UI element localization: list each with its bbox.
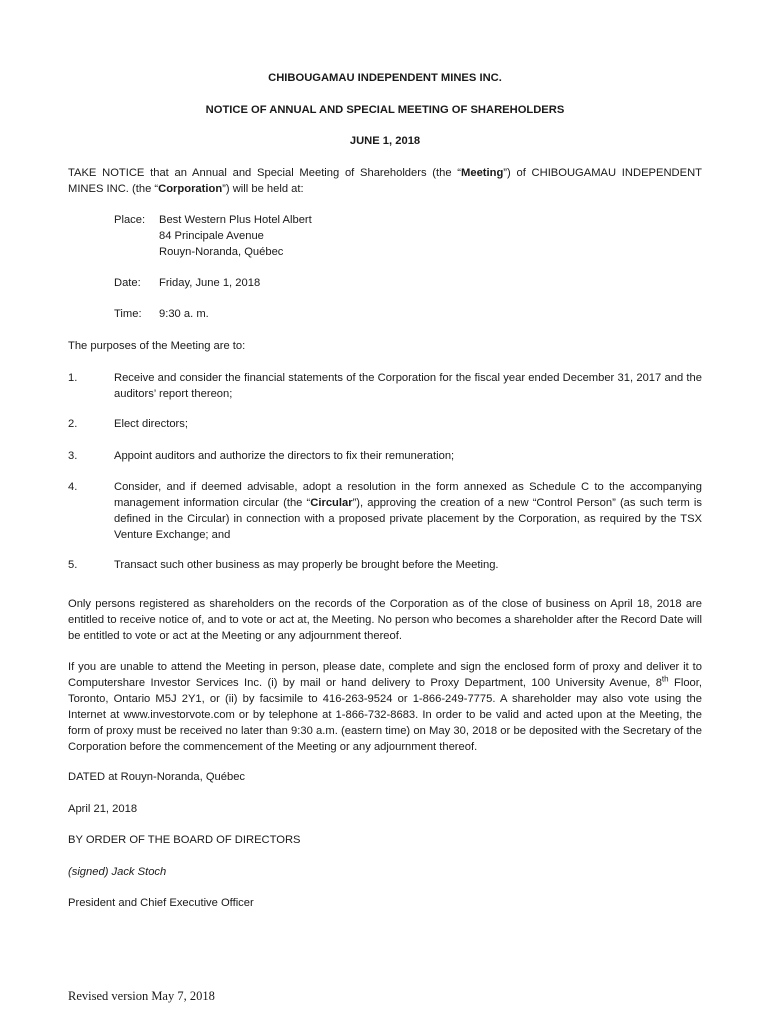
proxy-text-b: Floor, Toronto, Ontario M5J 2Y1, or (ii) by facsimile to 416-263-9524 or 1-866-249-7775. A shareholder may also vote using the Internet at www.investorvote.com or by telephone at 1-866-732-8683. In order to be valid and acted upon at the Meeting, the form of proxy must be received no later than 9:30 a.m. (eastern time) on May 30, 2018 or be deposited with the Secretary of the Corporation before the commencement of the Meeting or any adjournment thereof. — [68, 677, 702, 753]
signatory-title: President and Chief Executive Officer — [68, 897, 254, 909]
intro-text-2: ”) of CHIBOUGAMAU INDEPENDENT MINES INC. (the “ — [68, 167, 702, 195]
record-date-paragraph: Only persons registered as shareholders on the records of the Corporation as of the close of business on April 18, 2018 are entitled to receive notice of, and to vote or act at, the Meeting. No person who becomes a shareholder after the Record Date will be entitled to vote or act at the Meeting or any adjournment thereof. — [68, 598, 702, 642]
signed-text: (signed) Jack Stoch — [68, 866, 167, 878]
board-order: BY ORDER OF THE BOARD OF DIRECTORS — [68, 834, 301, 846]
place-line-3: Rouyn-Noranda, Québec — [159, 246, 284, 258]
item-number: 3. — [68, 450, 78, 462]
meeting-date-heading: JUNE 1, 2018 — [349, 135, 421, 147]
item-4-text-a: Consider, and if deemed advisable, adopt a resolution in the form annexed as Schedule C to the accompanying management information circular (the “ — [114, 481, 702, 509]
item-4-text-b: ”), approving the creation of a new “Control Person” (as such term is defined in the Circular) in connection with a proposed private placement by the Corporation, as required by the TSX Venture Exchange; and — [114, 497, 702, 541]
intro-text-3: ”) will be held at: — [222, 183, 304, 195]
item-number: 1. — [68, 372, 78, 384]
item-text: Elect directors; — [114, 418, 188, 430]
item-number: 4. — [68, 481, 78, 493]
signature — [68, 864, 166, 880]
time-label: Time: — [114, 308, 142, 320]
intro-meeting-term: Meeting — [461, 167, 504, 179]
item-text — [114, 479, 702, 543]
revision-footer: Revised version May 7, 2018 — [68, 989, 215, 1003]
proxy-text-a: If you are unable to attend the Meeting in person, please date, complete and sign the enclosed form of proxy and deliver it to Computershare Investor Services Inc. (i) by mail or hand delivery to Proxy Department, 100 University Avenue, 8 — [68, 661, 702, 689]
item-number: 5. — [68, 559, 78, 571]
item-text: Transact such other business as may properly be brought before the Meeting. — [114, 559, 499, 571]
item-number: 2. — [68, 418, 78, 430]
proxy-superscript: th — [661, 674, 669, 684]
item-4-circular-term: Circular — [310, 497, 353, 509]
place-label: Place: — [114, 214, 146, 226]
purposes-heading: The purposes of the Meeting are to: — [68, 340, 246, 352]
notice-title: NOTICE OF ANNUAL AND SPECIAL MEETING OF SHAREHOLDERS — [205, 104, 565, 116]
company-name: CHIBOUGAMAU INDEPENDENT MINES INC. — [268, 72, 502, 84]
intro-paragraph — [68, 165, 702, 197]
intro-text-1: TAKE NOTICE that an Annual and Special Meeting of Shareholders (the “ — [68, 167, 462, 179]
proxy-paragraph — [68, 659, 702, 755]
date-value: Friday, June 1, 2018 — [159, 277, 261, 289]
date-label: Date: — [114, 277, 141, 289]
closing-date: April 21, 2018 — [68, 803, 138, 815]
dated-line: DATED at Rouyn-Noranda, Québec — [68, 771, 246, 783]
intro-corporation-term: Corporation — [158, 183, 223, 195]
item-text: Appoint auditors and authorize the directors to fix their remuneration; — [114, 450, 455, 462]
time-value: 9:30 a. m. — [159, 308, 209, 320]
item-text: Receive and consider the financial statements of the Corporation for the fiscal year ended December 31, 2017 and the auditors’ report thereon; — [114, 372, 702, 400]
place-line-1: Best Western Plus Hotel Albert — [159, 214, 312, 226]
place-line-2: 84 Principale Avenue — [159, 230, 264, 242]
